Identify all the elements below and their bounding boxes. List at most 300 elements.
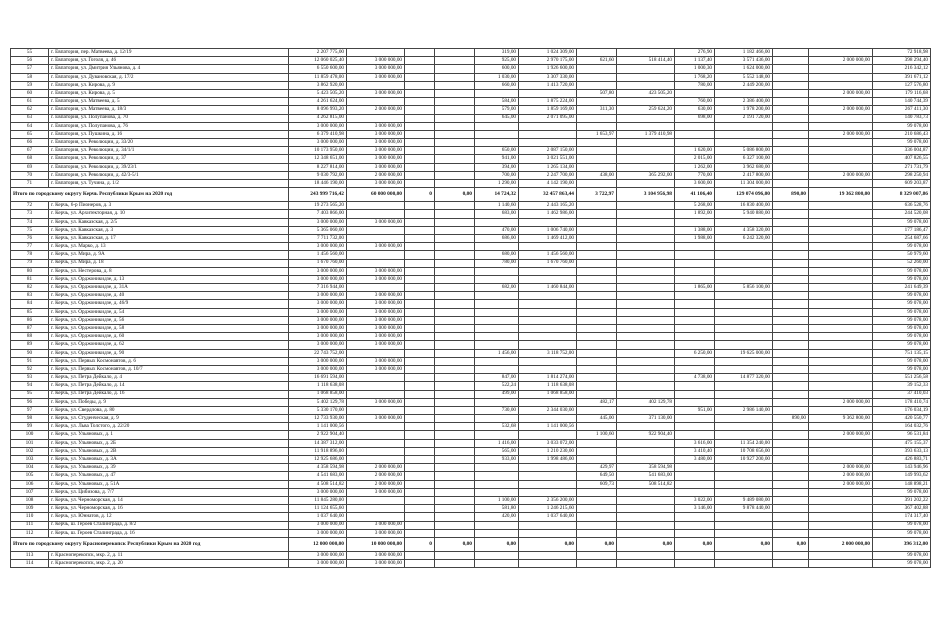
value-cell — [405, 155, 435, 163]
value-cell: 3 600,00 — [675, 180, 715, 188]
value-cell — [617, 513, 675, 521]
value-cell: 178 410,74 — [873, 398, 931, 406]
value-cell: 210 686,43 — [873, 130, 931, 138]
value-cell: 2 000 000,00 — [347, 106, 405, 114]
value-cell: 5 330 170,00 — [289, 406, 347, 414]
value-cell: 3 307 330,00 — [519, 73, 577, 81]
value-cell — [809, 560, 873, 568]
table-row — [11, 275, 931, 283]
value-cell — [773, 292, 809, 300]
value-cell — [715, 560, 773, 568]
address-cell: г. Евпатория, ул. Полупанова, д. 76 — [49, 122, 289, 130]
value-cell: 499,00 — [475, 390, 519, 398]
value-cell — [773, 300, 809, 308]
value-cell — [405, 472, 435, 480]
value-cell: 7 316 944,00 — [289, 284, 347, 292]
value-cell — [809, 496, 873, 504]
value-cell: 890,00 — [773, 415, 809, 423]
total-value-cell: 243 999 716,42 — [289, 188, 347, 202]
value-cell — [475, 300, 519, 308]
value-cell — [435, 226, 475, 234]
address-cell: г. Керчь, ул. Нестерова, д. 8 — [49, 267, 289, 275]
address-cell: г. Евпатория, ул. Дмитрия Ульянова, д. 4 — [49, 65, 289, 73]
value-cell: 1 859 169,00 — [519, 106, 577, 114]
value-cell — [577, 267, 617, 275]
value-cell — [405, 114, 435, 122]
value-cell — [519, 521, 577, 529]
value-cell — [405, 98, 435, 106]
address-cell: г. Керчь, ул. Льва Толстого, д. 22/20 — [49, 423, 289, 431]
total-value-cell: 8 329 007,86 — [873, 188, 931, 202]
value-cell — [577, 316, 617, 324]
row-number-cell: 62 — [11, 106, 49, 114]
value-cell — [435, 210, 475, 218]
address-cell: г. Евпатория, ул. Революции, д. 33/20 — [49, 139, 289, 147]
value-cell: 3 022,00 — [675, 496, 715, 504]
value-cell — [773, 218, 809, 226]
address-cell: г. Керчь, ул. Орджоникидзе, д. 58 — [49, 325, 289, 333]
value-cell: 2 000 000,00 — [347, 464, 405, 472]
value-cell: 565,00 — [475, 447, 519, 455]
value-cell — [519, 529, 577, 537]
row-number-cell: 75 — [11, 226, 49, 234]
value-cell: 5 365 060,00 — [289, 226, 347, 234]
row-number-cell: 86 — [11, 316, 49, 324]
value-cell — [405, 292, 435, 300]
value-cell — [809, 147, 873, 155]
value-cell: 922 904,40 — [617, 431, 675, 439]
value-cell: 2 000 000,00 — [809, 57, 873, 65]
value-cell — [577, 551, 617, 559]
value-cell — [347, 496, 405, 504]
value-cell — [773, 226, 809, 234]
value-cell — [773, 505, 809, 513]
address-cell: г. Керчь, ул. Ульяновых, д. 47 — [49, 472, 289, 480]
value-cell: 99 078,00 — [873, 122, 931, 130]
value-cell — [809, 505, 873, 513]
row-number-cell: 56 — [11, 57, 49, 65]
row-number-cell: 114 — [11, 560, 49, 568]
value-cell — [773, 210, 809, 218]
value-cell: 700,00 — [475, 171, 519, 179]
total-value-cell: 0,00 — [519, 537, 577, 551]
value-cell: 3 000 000,00 — [289, 325, 347, 333]
value-cell: 1 469 412,00 — [519, 234, 577, 242]
value-cell — [617, 488, 675, 496]
value-cell: 19 625 000,00 — [715, 349, 773, 357]
value-cell — [577, 234, 617, 242]
value-cell — [577, 333, 617, 341]
address-cell: г. Керчь, ул. Ульяновых, д. 39 — [49, 464, 289, 472]
value-cell: 143 946,96 — [873, 464, 931, 472]
value-cell — [435, 357, 475, 365]
value-cell — [617, 560, 675, 568]
value-cell: 393 633,13 — [873, 447, 931, 455]
value-cell: 4 738,00 — [675, 374, 715, 382]
value-cell — [475, 130, 519, 138]
value-cell: 3 000 000,00 — [347, 155, 405, 163]
value-cell — [577, 521, 617, 529]
value-cell: 649,50 — [577, 472, 617, 480]
total-value-cell: 32 457 863,44 — [519, 188, 577, 202]
value-cell: 1 210 230,00 — [519, 447, 577, 455]
table-row — [11, 226, 931, 234]
value-cell: 3 000 000,00 — [347, 130, 405, 138]
total-value-cell: 0,00 — [715, 537, 773, 551]
value-cell — [773, 155, 809, 163]
value-cell — [617, 374, 675, 382]
table-row — [11, 234, 931, 242]
value-cell — [577, 147, 617, 155]
value-cell — [577, 406, 617, 414]
value-cell — [617, 180, 675, 188]
value-cell — [347, 210, 405, 218]
address-cell: г. Керчь, ул. Орджоникидзе, д. 90 — [49, 349, 289, 357]
value-cell — [617, 529, 675, 537]
address-cell: г. Керчь, ул. Ульяновых, д. 1 — [49, 431, 289, 439]
value-cell: 1 141 000,56 — [519, 423, 577, 431]
value-cell — [773, 349, 809, 357]
total-value-cell: 2 000 000,00 — [809, 537, 873, 551]
value-cell — [405, 456, 435, 464]
value-cell: 1 456,00 — [475, 349, 519, 357]
value-cell: 3 000 000,00 — [289, 316, 347, 324]
value-cell — [715, 382, 773, 390]
value-cell — [577, 496, 617, 504]
row-number-cell: 110 — [11, 513, 49, 521]
value-cell: 3 033 072,00 — [519, 439, 577, 447]
value-cell — [773, 333, 809, 341]
value-cell — [405, 49, 435, 57]
table-row — [11, 243, 931, 251]
value-cell: 6 550 600,00 — [289, 65, 347, 73]
value-cell — [347, 447, 405, 455]
row-number-cell: 78 — [11, 251, 49, 259]
value-cell — [519, 398, 577, 406]
address-cell: г. Красноперекопск, мкр. 2, д. 20 — [49, 560, 289, 568]
value-cell — [577, 65, 617, 73]
value-cell — [715, 292, 773, 300]
value-cell: 3 962 680,00 — [715, 163, 773, 171]
value-cell — [617, 505, 675, 513]
value-cell — [617, 300, 675, 308]
address-cell: г. Евпатория, ул. Кирова, д. 9 — [49, 81, 289, 89]
value-cell: 1 037 640,00 — [289, 513, 347, 521]
value-cell: 11 859 478,00 — [289, 73, 347, 81]
value-cell: 3 118 752,00 — [519, 349, 577, 357]
value-cell — [809, 406, 873, 414]
value-cell: 99 078,00 — [873, 292, 931, 300]
value-cell: 1 653,97 — [577, 130, 617, 138]
table-row — [11, 130, 931, 138]
value-cell — [577, 341, 617, 349]
value-cell — [773, 308, 809, 316]
value-cell — [519, 480, 577, 488]
value-cell: 1 068 858,00 — [289, 390, 347, 398]
value-cell — [675, 122, 715, 130]
value-cell — [577, 139, 617, 147]
table-row — [11, 464, 931, 472]
value-cell — [475, 122, 519, 130]
table-row — [11, 349, 931, 357]
value-cell: 1 456 560,00 — [289, 251, 347, 259]
value-cell: 847,00 — [475, 374, 519, 382]
value-cell: 780,00 — [475, 259, 519, 267]
value-cell — [809, 357, 873, 365]
value-cell — [675, 325, 715, 333]
value-cell — [435, 431, 475, 439]
value-cell — [617, 521, 675, 529]
value-cell — [405, 259, 435, 267]
value-cell — [773, 284, 809, 292]
value-cell: 3 000 000,00 — [347, 333, 405, 341]
value-cell — [577, 456, 617, 464]
value-cell: 18 446 190,00 — [289, 180, 347, 188]
value-cell — [675, 390, 715, 398]
row-number-cell: 99 — [11, 423, 49, 431]
value-cell — [577, 447, 617, 455]
value-cell — [809, 98, 873, 106]
value-cell — [809, 308, 873, 316]
value-cell — [809, 139, 873, 147]
value-cell — [347, 505, 405, 513]
value-cell: 2 191 720,00 — [715, 114, 773, 122]
table-row — [11, 114, 931, 122]
value-cell — [773, 171, 809, 179]
table-row — [11, 551, 931, 559]
value-cell — [405, 325, 435, 333]
value-cell — [773, 464, 809, 472]
row-number-cell: 76 — [11, 234, 49, 242]
value-cell: 3 000 000,00 — [347, 180, 405, 188]
row-number-cell: 73 — [11, 210, 49, 218]
value-cell — [675, 89, 715, 97]
value-cell — [519, 488, 577, 496]
address-cell: г. Керчь, ул. Орджоникидзе, д. 60 — [49, 333, 289, 341]
value-cell: 3 000 000,00 — [347, 521, 405, 529]
value-cell: 10 927 200,00 — [715, 456, 773, 464]
value-cell — [577, 122, 617, 130]
row-number-cell: 55 — [11, 49, 49, 57]
value-cell — [617, 147, 675, 155]
value-cell: 244 520,08 — [873, 210, 931, 218]
value-cell: 2 000 000,00 — [809, 398, 873, 406]
value-cell — [435, 139, 475, 147]
value-cell: 2 000 000,00 — [809, 106, 873, 114]
value-cell: 99 078,00 — [873, 551, 931, 559]
table-row — [11, 423, 931, 431]
value-cell — [435, 333, 475, 341]
value-cell — [809, 551, 873, 559]
value-cell — [809, 234, 873, 242]
value-cell — [715, 488, 773, 496]
value-cell: 3 021 551,00 — [519, 155, 577, 163]
value-cell — [617, 325, 675, 333]
value-cell: 271 731,79 — [873, 163, 931, 171]
value-cell — [577, 513, 617, 521]
value-cell — [773, 513, 809, 521]
value-cell: 3 000 000,00 — [289, 139, 347, 147]
value-cell — [675, 316, 715, 324]
value-cell — [475, 357, 519, 365]
table-row — [11, 106, 931, 114]
value-cell — [577, 275, 617, 283]
value-cell: 1 006 740,00 — [519, 226, 577, 234]
value-cell: 475 155,37 — [873, 439, 931, 447]
table-row — [11, 480, 931, 488]
value-cell — [405, 284, 435, 292]
value-cell: 298 250,94 — [873, 171, 931, 179]
value-cell: 319,00 — [475, 49, 519, 57]
value-cell — [519, 292, 577, 300]
value-cell — [809, 163, 873, 171]
row-number-cell: 106 — [11, 480, 49, 488]
value-cell — [435, 163, 475, 171]
value-cell — [773, 49, 809, 57]
value-cell: 683,00 — [475, 210, 519, 218]
value-cell — [773, 365, 809, 373]
table-row — [11, 456, 931, 464]
table-row — [11, 390, 931, 398]
value-cell: 12 348 651,00 — [289, 155, 347, 163]
value-cell: 1 118 638,08 — [519, 382, 577, 390]
value-cell: 99 078,00 — [873, 243, 931, 251]
value-cell — [809, 226, 873, 234]
value-cell — [435, 251, 475, 259]
value-cell — [475, 521, 519, 529]
value-cell — [773, 480, 809, 488]
row-number-cell: 90 — [11, 349, 49, 357]
value-cell: 522,24 — [475, 382, 519, 390]
value-cell: 3 616,00 — [675, 439, 715, 447]
value-cell — [577, 251, 617, 259]
address-cell: г. Евпатория, ул. Дувановская, д. 17/2 — [49, 73, 289, 81]
value-cell — [809, 423, 873, 431]
value-cell: 1 246 215,60 — [519, 505, 577, 513]
value-cell — [809, 218, 873, 226]
value-cell — [405, 390, 435, 398]
value-cell — [809, 521, 873, 529]
value-cell — [475, 488, 519, 496]
value-cell — [435, 505, 475, 513]
value-cell — [773, 65, 809, 73]
table-row — [11, 218, 931, 226]
value-cell: 3 480,00 — [675, 456, 715, 464]
value-cell — [435, 374, 475, 382]
value-cell — [405, 513, 435, 521]
value-cell: 50 979,60 — [873, 251, 931, 259]
value-cell: 3 000 000,00 — [289, 560, 347, 568]
value-cell — [773, 89, 809, 97]
value-cell: 621,60 — [577, 57, 617, 65]
value-cell: 8 227 814,00 — [289, 163, 347, 171]
value-cell: 12 733 930,00 — [289, 415, 347, 423]
value-cell: 423 505,20 — [617, 89, 675, 97]
value-cell: 3 000 000,00 — [289, 341, 347, 349]
row-number-cell: 102 — [11, 447, 49, 455]
value-cell: 3 000 000,00 — [347, 357, 405, 365]
value-cell: 99 078,00 — [873, 365, 931, 373]
value-cell — [617, 218, 675, 226]
value-cell: 600,00 — [475, 65, 519, 73]
address-cell: г. Евпатория, ул. Революции, д. 37 — [49, 155, 289, 163]
value-cell — [809, 382, 873, 390]
value-cell: 1 926 600,00 — [519, 65, 577, 73]
value-cell — [475, 560, 519, 568]
table-row — [11, 292, 931, 300]
value-cell — [435, 325, 475, 333]
value-cell — [617, 423, 675, 431]
value-cell — [577, 488, 617, 496]
value-cell — [405, 529, 435, 537]
value-cell: 179 116,68 — [873, 89, 931, 97]
value-cell — [435, 147, 475, 155]
value-cell — [519, 139, 577, 147]
value-cell: 1 388,00 — [675, 226, 715, 234]
total-value-cell: 12 000 000,00 — [289, 537, 347, 551]
row-number-cell: 105 — [11, 472, 49, 480]
value-cell — [617, 49, 675, 57]
value-cell: 660,00 — [475, 81, 519, 89]
value-cell — [809, 267, 873, 275]
total-value-cell: 0,00 — [435, 537, 475, 551]
value-cell — [617, 390, 675, 398]
total-label: Итого по городскому округу Красноперекопск Республики Крым на 2020 год — [11, 537, 289, 551]
value-cell: 1 182 466,00 — [715, 49, 773, 57]
value-cell — [347, 284, 405, 292]
value-cell — [809, 447, 873, 455]
value-cell: 10 173 950,00 — [289, 147, 347, 155]
total-value-cell: 10 000 000,00 — [347, 537, 405, 551]
value-cell — [405, 398, 435, 406]
table-row — [11, 210, 931, 218]
total-value-cell: 0 — [405, 188, 435, 202]
value-cell: 3 000 000,00 — [289, 292, 347, 300]
value-cell — [347, 49, 405, 57]
value-cell — [675, 275, 715, 283]
value-cell: 426 883,71 — [873, 456, 931, 464]
value-cell — [577, 49, 617, 57]
value-cell — [435, 243, 475, 251]
value-cell — [405, 226, 435, 234]
value-cell: 3 000 000,00 — [289, 267, 347, 275]
value-cell — [435, 480, 475, 488]
value-cell: 1 262,00 — [675, 163, 715, 171]
row-number-cell: 81 — [11, 275, 49, 283]
value-cell — [773, 357, 809, 365]
table-row — [11, 284, 931, 292]
table-row — [11, 406, 931, 414]
table-row — [11, 374, 931, 382]
value-cell: 3 000 000,00 — [347, 89, 405, 97]
value-cell — [577, 202, 617, 210]
value-cell — [347, 513, 405, 521]
value-cell — [773, 325, 809, 333]
value-cell — [347, 374, 405, 382]
value-cell: 1 462 986,00 — [519, 210, 577, 218]
value-cell: 680,00 — [475, 251, 519, 259]
table-row — [11, 316, 931, 324]
value-cell — [715, 398, 773, 406]
value-cell: 1 140,60 — [475, 202, 519, 210]
address-cell: г. Керчь, ул. Петра Дейкало, д. 16 — [49, 390, 289, 398]
value-cell — [577, 180, 617, 188]
value-cell: 581,80 — [475, 505, 519, 513]
value-cell — [347, 431, 405, 439]
value-cell — [475, 243, 519, 251]
address-cell: г. Керчь, ш. Героев Сталинграда, д. 8/2 — [49, 521, 289, 529]
value-cell — [475, 551, 519, 559]
